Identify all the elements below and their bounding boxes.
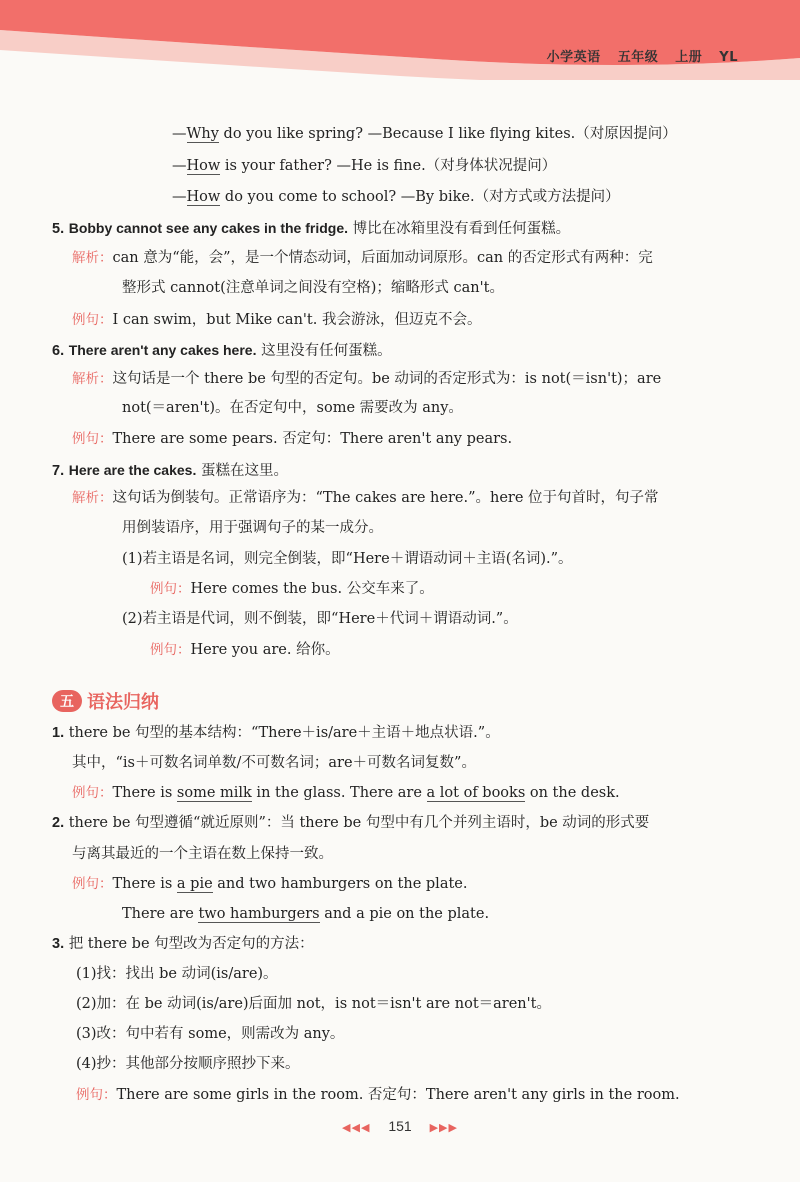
question-word: How [186,158,221,174]
item-7-sub-2-example [150,640,340,660]
analysis-label: 解析： [72,490,113,506]
item-sentence: There aren't any cakes here. [68,342,257,358]
grammar-2-heading [52,813,649,833]
header-band [0,0,800,80]
item-6-analysis-1 [72,369,661,389]
example-text: There are [122,906,199,922]
example-text: on the desk. [525,785,620,801]
item-6-heading [52,340,392,361]
item-7-heading [52,460,288,481]
example-text: There is [112,876,177,892]
item-7-sub-2: (2)若主语是代词，则不倒装，即“Here＋代词＋谓语动词.”。 [122,611,518,627]
item-5-analysis-2: 整形式 cannot(注意单词之间没有空格)；缩略形式 can't。 [122,280,504,296]
item-number: 5. [52,221,65,237]
header-volume: 上册 [675,50,703,65]
example-text: Here you are. 给你。 [190,642,340,658]
item-translation: 蛋糕在这里。 [196,463,288,479]
item-7-analysis-1 [72,488,659,508]
grammar-1-example [72,783,620,803]
item-number: 7. [52,463,65,479]
dash: — [172,189,187,205]
left-arrows-icon: ◀◀◀ [342,1122,371,1134]
example-text: Here comes the bus. 公交车来了。 [190,581,434,597]
item-7-sub-1-example [150,579,434,599]
underlined-phrase: two hamburgers [198,906,320,922]
example-text: in the glass. There are [251,785,427,801]
grammar-3-step-1: (1)找：找出 be 动词(is/are)。 [76,966,278,982]
grammar-2-example-1 [72,874,467,894]
example-text: do you like spring? —Because I like flying kites.（对原因提问） [218,126,677,142]
example-text: and a pie on the plate. [319,906,490,922]
analysis-label: 解析： [72,250,113,266]
item-5-example [72,310,481,330]
page-number: 151 [388,1118,412,1134]
item-number: 6. [52,343,65,359]
right-arrows-icon: ▶▶▶ [429,1122,458,1134]
header-subject: 小学英语 [546,50,601,65]
example-text: and two hamburgers on the plate. [212,876,468,892]
underlined-phrase: a lot of books [426,785,526,801]
grammar-1-heading [52,723,500,743]
example-label: 例句： [72,785,113,801]
example-text: do you come to school? —By bike.（对方式或方法提问） [220,189,620,205]
item-5-analysis-1 [72,248,653,268]
analysis-label: 解析： [72,371,113,387]
grammar-3-heading [52,934,314,954]
grammar-2-text-2: 与离其最近的一个主语在数上保持一致。 [72,846,333,862]
grammar-3-step-3: (3)改：句中若有 some，则需改为 any。 [76,1026,345,1042]
item-sentence: Here are the cakes. [68,462,197,478]
example-label: 例句： [150,581,191,597]
example-text: There is [112,785,177,801]
analysis-text: can 意为“能，会”，是一个情态动词，后面加动词原形。can 的否定形式有两种：完 [112,250,653,266]
section-heading [52,688,159,714]
header-grade: 五年级 [617,50,659,65]
item-number: 2. [52,815,65,831]
grammar-3-step-4: (4)抄：其他部分按顺序照抄下来。 [76,1056,300,1072]
question-word: Why [186,126,219,142]
grammar-3-step-2: (2)加：在 be 动词(is/are)后面加 not，is not＝isn't are not＝aren't。 [76,996,551,1012]
underlined-phrase: a pie [176,876,213,892]
header-edition: YL [719,50,738,65]
item-number: 1. [52,725,65,741]
top-example-2 [172,156,556,176]
item-translation: 这里没有任何蛋糕。 [256,343,392,359]
dash: — [172,158,187,174]
item-number: 3. [52,936,65,952]
grammar-text: there be 句型遵循“就近原则”：当 there be 句型中有几个并列主语时，be 动词的形式要 [68,815,650,831]
item-7-analysis-2: 用倒装语序，用于强调句子的某一成分。 [122,520,383,536]
grammar-text: there be 句型的基本结构：“There＋is/are＋主语＋地点状语.”。 [68,725,500,741]
item-6-analysis-2: not(＝aren't)。在否定句中，some 需要改为 any。 [122,400,463,416]
example-label: 例句： [72,431,113,447]
underlined-phrase: some milk [176,785,252,801]
example-label: 例句： [76,1087,117,1103]
example-text: is your father? —He is fine.（对身体状况提问） [220,158,557,174]
item-translation: 博比在冰箱里没有看到任何蛋糕。 [348,221,571,237]
grammar-3-example [76,1085,680,1105]
example-text: There are some girls in the room. 否定句：There aren't any girls in the room. [116,1087,680,1103]
example-label: 例句： [72,876,113,892]
page-footer [0,1118,800,1134]
question-word: How [186,189,221,205]
item-6-example [72,429,512,449]
example-text: There are some pears. 否定句：There aren't any pears. [112,431,513,447]
item-7-sub-1: (1)若主语是名词，则完全倒装，即“Here＋谓语动词＋主语(名词).”。 [122,551,573,567]
analysis-text: 这句话是一个 there be 句型的否定句。be 动词的否定形式为：is not(＝isn't)；are [112,371,662,387]
dash: — [172,126,187,142]
example-text: I can swim，but Mike can't. 我会游泳，但迈克不会。 [112,312,482,328]
item-sentence: Bobby cannot see any cakes in the fridge. [68,220,349,236]
grammar-text: 把 there be 句型改为否定句的方法： [68,936,314,952]
grammar-1-text-2: 其中，“is＋可数名词单数/不可数名词；are＋可数名词复数”。 [72,755,476,771]
header-title [535,46,738,65]
example-label: 例句： [72,312,113,328]
section-badge: 五 [52,690,82,712]
top-example-1 [172,124,677,144]
top-example-3 [172,187,620,207]
analysis-text: 这句话为倒装句。正常语序为：“The cakes are here.”。here 位于句首时，句子常 [112,490,659,506]
grammar-2-example-2 [122,904,489,924]
example-label: 例句： [150,642,191,658]
section-title: 语法归纳 [87,692,159,713]
item-5-heading [52,218,570,239]
